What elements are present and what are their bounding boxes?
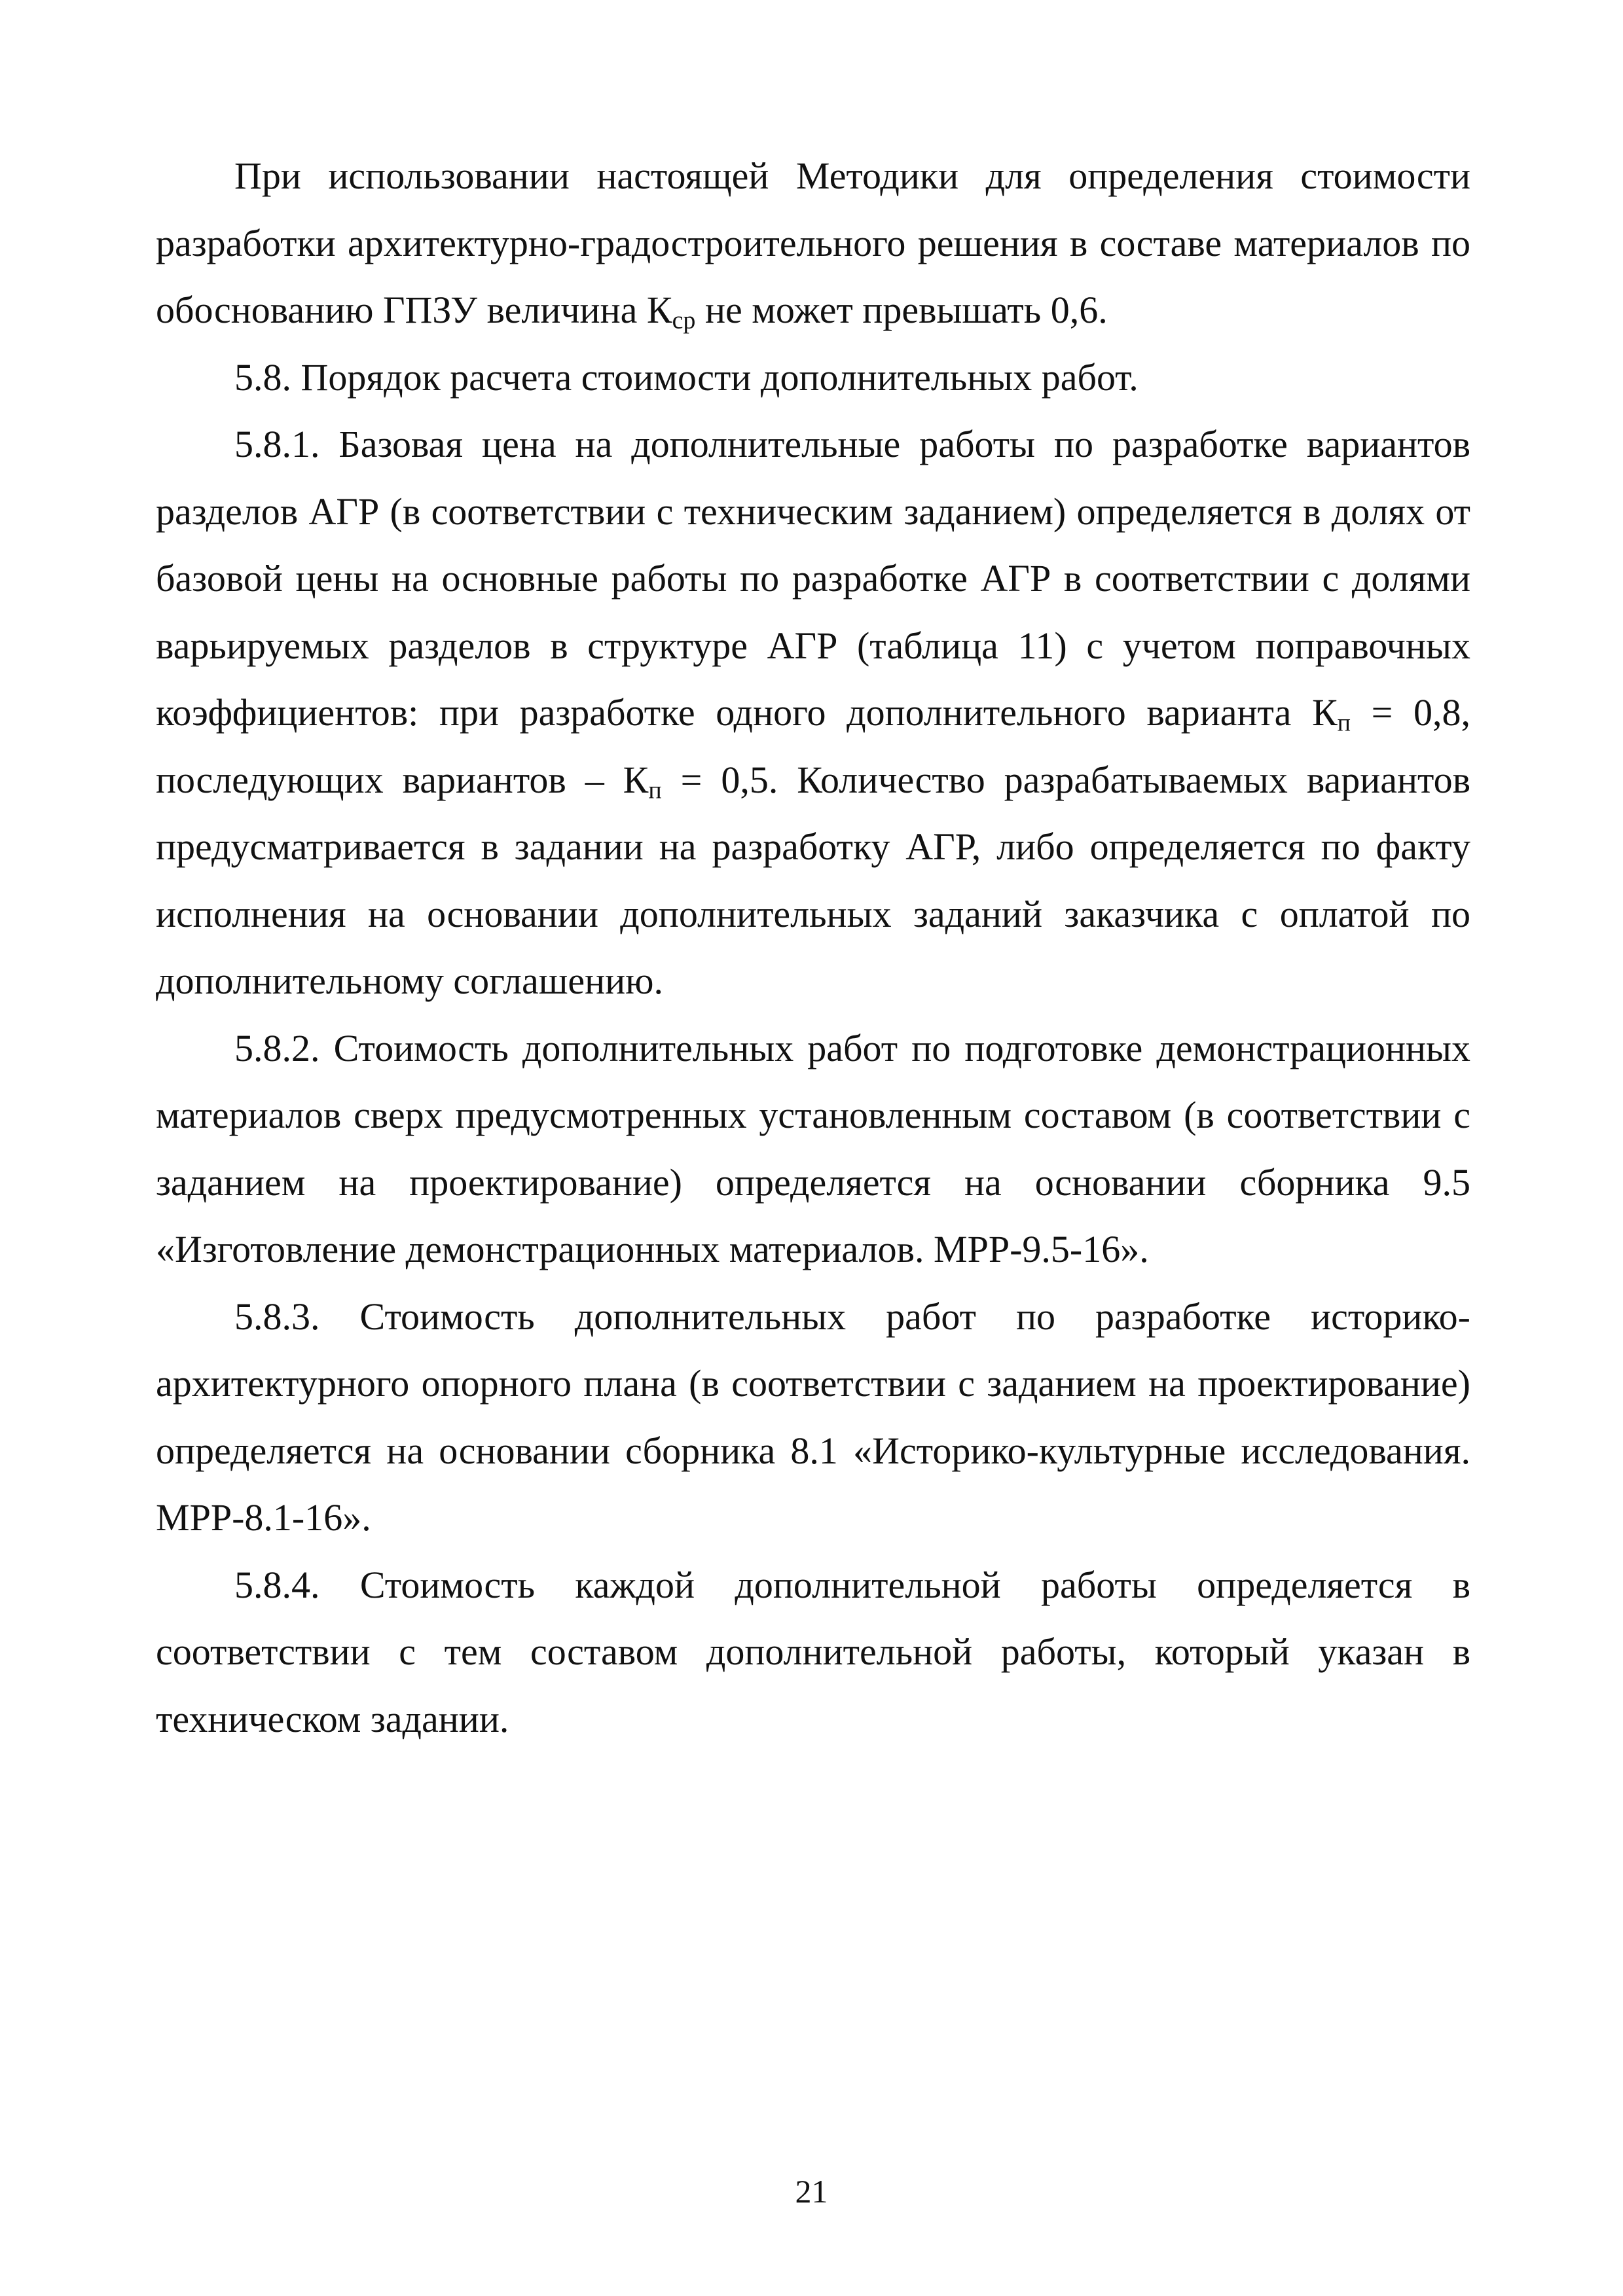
paragraph-5-8-1-part2: = 0,8, последующих вариантов – К: [156, 691, 1470, 801]
paragraph-intro-text: При использовании настоящей Методики для определения стоимости разработки архитектурно-градостроительного решения в составе материалов по обоснованию ГПЗУ величина К: [156, 154, 1470, 331]
paragraph-5-8-2: 5.8.2. Стоимость дополнительных работ по подготовке демонстрационных материалов сверх предусмотренных установленным составом (в соответствии с заданием на проектирование) определяется на основании сборника 9.5 «Изготовление демонстрационных материалов. МРР-9.5-16».: [156, 1026, 1470, 1270]
section-5-8-heading: 5.8. Порядок расчета стоимости дополнительных работ.: [234, 355, 1139, 399]
paragraph-5-8-1: [156, 411, 1470, 1015]
paragraph-5-8-1-part3: = 0,5. Количество разрабатываемых вариантов предусматривается в задании на разработку АГР, либо определяется по факту исполнения на основании дополнительных заданий заказчика с оплатой по дополнительному соглашению.: [156, 758, 1471, 1002]
page-number: 21: [795, 2173, 828, 2210]
paragraph-5-8-4: 5.8.4. Стоимость каждой дополнительной работы определяется в соответствии с тем составом дополнительной работы, который указан в техническом задании.: [156, 1563, 1470, 1740]
paragraph-intro-tail: не может превышать 0,6.: [695, 289, 1108, 331]
paragraph-intro: [156, 143, 1470, 344]
paragraph-5-8-3: 5.8.3. Стоимость дополнительных работ по разработке историко-архитектурного опорного плана (в соответствии с заданием на проектирование) определяется на основании сборника 8.1 «Историко-культурные исследования. МРР-8.1-16».: [156, 1295, 1470, 1539]
subscript-kp-first: п: [1337, 709, 1351, 737]
subscript-kp-second: п: [648, 776, 662, 804]
paragraph-5-8-1-part1: 5.8.1. Базовая цена на дополнительные работы по разработке вариантов разделов АГР (в соответствии с техническим заданием) определяется в долях от базовой цены на основные работы по разработке АГР в соответствии с долями варьируемых разделов в структуре АГР (таблица 11) с учетом поправочных коэффициентов: при разработке одного дополнительного варианта К: [156, 423, 1470, 734]
subscript-ksr: ср: [672, 306, 696, 334]
document-body: [156, 143, 1470, 1753]
